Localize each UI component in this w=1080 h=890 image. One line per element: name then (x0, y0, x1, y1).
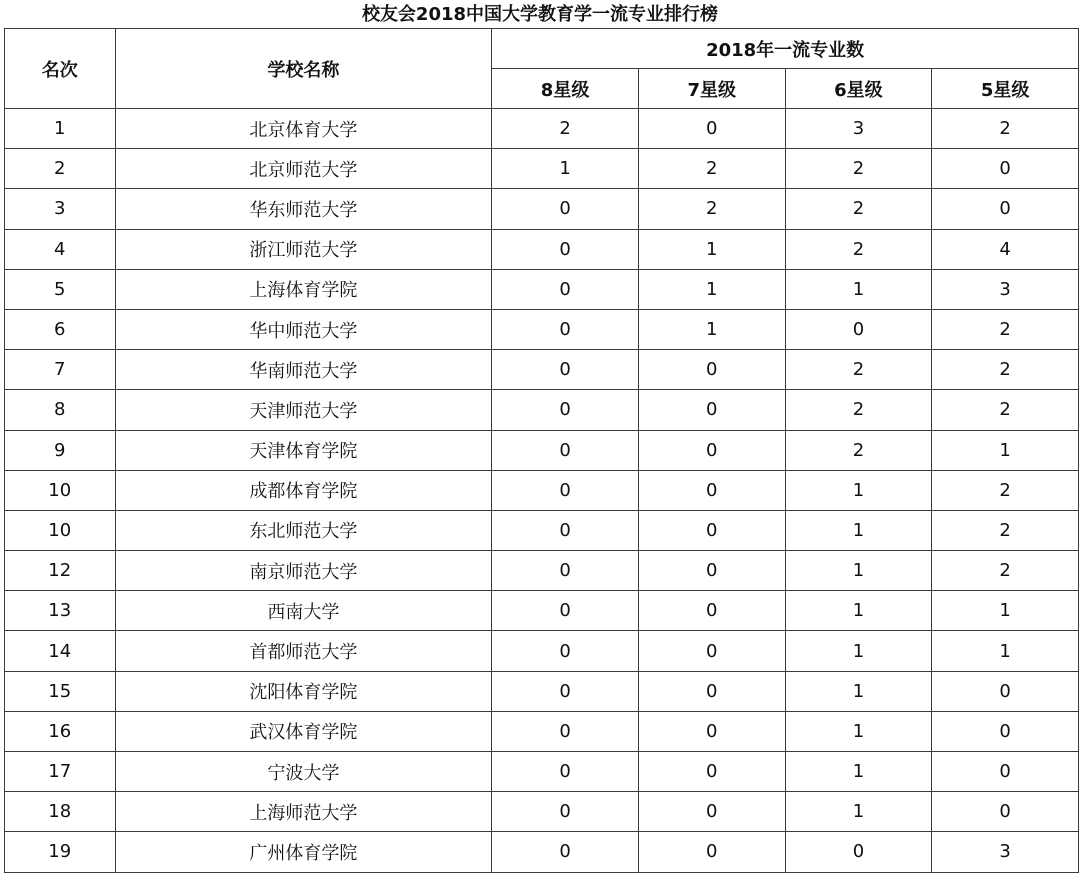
cell-8-star: 2 (492, 109, 639, 149)
cell-rank: 9 (5, 430, 116, 470)
cell-8-star: 0 (492, 551, 639, 591)
cell-rank: 10 (5, 510, 116, 550)
cell-rank: 13 (5, 591, 116, 631)
cell-school: 首都师范大学 (115, 631, 492, 671)
cell-8-star: 0 (492, 510, 639, 550)
cell-rank: 7 (5, 350, 116, 390)
table-row (5, 510, 1079, 550)
cell-5-star: 0 (932, 792, 1079, 832)
header-level-7: 7星级 (638, 69, 785, 109)
cell-school: 广州体育学院 (115, 832, 492, 872)
cell-5-star: 2 (932, 309, 1079, 349)
cell-8-star: 0 (492, 269, 639, 309)
cell-6-star: 1 (785, 792, 932, 832)
table-row (5, 832, 1079, 872)
cell-5-star: 2 (932, 350, 1079, 390)
cell-5-star: 2 (932, 390, 1079, 430)
cell-school: 沈阳体育学院 (115, 671, 492, 711)
cell-6-star: 1 (785, 269, 932, 309)
cell-school: 南京师范大学 (115, 551, 492, 591)
cell-8-star: 0 (492, 470, 639, 510)
cell-8-star: 0 (492, 430, 639, 470)
cell-5-star: 2 (932, 510, 1079, 550)
cell-6-star: 0 (785, 309, 932, 349)
table-row (5, 711, 1079, 751)
cell-8-star: 0 (492, 792, 639, 832)
cell-school: 华东师范大学 (115, 189, 492, 229)
cell-8-star: 0 (492, 631, 639, 671)
cell-8-star: 0 (492, 711, 639, 751)
header-school: 学校名称 (115, 29, 492, 109)
cell-5-star: 1 (932, 631, 1079, 671)
header-level-8: 8星级 (492, 69, 639, 109)
cell-school: 北京体育大学 (115, 109, 492, 149)
cell-7-star: 0 (638, 792, 785, 832)
cell-7-star: 0 (638, 671, 785, 711)
cell-7-star: 1 (638, 229, 785, 269)
cell-school: 天津体育学院 (115, 430, 492, 470)
cell-7-star: 0 (638, 390, 785, 430)
table-row (5, 189, 1079, 229)
cell-school: 华南师范大学 (115, 350, 492, 390)
table-row (5, 591, 1079, 631)
cell-school: 天津师范大学 (115, 390, 492, 430)
cell-5-star: 0 (932, 671, 1079, 711)
cell-7-star: 1 (638, 269, 785, 309)
cell-6-star: 2 (785, 350, 932, 390)
cell-7-star: 0 (638, 591, 785, 631)
cell-rank: 19 (5, 832, 116, 872)
cell-6-star: 1 (785, 711, 932, 751)
header-rank: 名次 (5, 29, 116, 109)
cell-8-star: 0 (492, 591, 639, 631)
cell-rank: 1 (5, 109, 116, 149)
cell-6-star: 2 (785, 149, 932, 189)
table-row (5, 309, 1079, 349)
cell-school: 东北师范大学 (115, 510, 492, 550)
cell-6-star: 1 (785, 510, 932, 550)
cell-rank: 6 (5, 309, 116, 349)
table-row (5, 149, 1079, 189)
cell-rank: 4 (5, 229, 116, 269)
cell-8-star: 0 (492, 390, 639, 430)
cell-5-star: 3 (932, 832, 1079, 872)
cell-6-star: 2 (785, 189, 932, 229)
table-row (5, 430, 1079, 470)
cell-6-star: 1 (785, 631, 932, 671)
cell-7-star: 0 (638, 109, 785, 149)
cell-6-star: 3 (785, 109, 932, 149)
cell-8-star: 0 (492, 309, 639, 349)
cell-5-star: 1 (932, 430, 1079, 470)
cell-6-star: 1 (785, 591, 932, 631)
cell-8-star: 0 (492, 752, 639, 792)
cell-school: 上海师范大学 (115, 792, 492, 832)
cell-school: 成都体育学院 (115, 470, 492, 510)
cell-rank: 10 (5, 470, 116, 510)
cell-8-star: 0 (492, 671, 639, 711)
cell-5-star: 2 (932, 551, 1079, 591)
cell-rank: 17 (5, 752, 116, 792)
page-title: 校友会2018中国大学教育学一流专业排行榜 (361, 4, 719, 25)
cell-5-star: 2 (932, 109, 1079, 149)
cell-rank: 3 (5, 189, 116, 229)
cell-rank: 14 (5, 631, 116, 671)
table-row (5, 752, 1079, 792)
cell-7-star: 2 (638, 149, 785, 189)
cell-7-star: 0 (638, 711, 785, 751)
cell-school: 华中师范大学 (115, 309, 492, 349)
table-header (5, 29, 1079, 109)
cell-5-star: 3 (932, 269, 1079, 309)
cell-6-star: 1 (785, 470, 932, 510)
table-row (5, 470, 1079, 510)
header-group: 2018年一流专业数 (492, 29, 1079, 69)
cell-8-star: 0 (492, 350, 639, 390)
cell-rank: 8 (5, 390, 116, 430)
cell-7-star: 0 (638, 832, 785, 872)
table-row (5, 269, 1079, 309)
cell-7-star: 0 (638, 752, 785, 792)
cell-5-star: 1 (932, 591, 1079, 631)
cell-school: 西南大学 (115, 591, 492, 631)
cell-rank: 2 (5, 149, 116, 189)
cell-6-star: 2 (785, 430, 932, 470)
cell-7-star: 0 (638, 631, 785, 671)
table-row (5, 671, 1079, 711)
table-row (5, 390, 1079, 430)
cell-6-star: 2 (785, 229, 932, 269)
header-level-6: 6星级 (785, 69, 932, 109)
cell-7-star: 1 (638, 309, 785, 349)
cell-6-star: 1 (785, 671, 932, 711)
cell-7-star: 0 (638, 470, 785, 510)
cell-8-star: 1 (492, 149, 639, 189)
cell-6-star: 1 (785, 551, 932, 591)
cell-5-star: 2 (932, 470, 1079, 510)
cell-rank: 5 (5, 269, 116, 309)
cell-7-star: 0 (638, 510, 785, 550)
cell-7-star: 0 (638, 430, 785, 470)
cell-school: 宁波大学 (115, 752, 492, 792)
table-row (5, 631, 1079, 671)
cell-school: 北京师范大学 (115, 149, 492, 189)
cell-school: 上海体育学院 (115, 269, 492, 309)
cell-rank: 12 (5, 551, 116, 591)
cell-8-star: 0 (492, 832, 639, 872)
cell-6-star: 0 (785, 832, 932, 872)
cell-5-star: 4 (932, 229, 1079, 269)
table-row (5, 229, 1079, 269)
ranking-table (4, 28, 1079, 873)
table-row (5, 350, 1079, 390)
cell-5-star: 0 (932, 149, 1079, 189)
cell-school: 浙江师范大学 (115, 229, 492, 269)
cell-school: 武汉体育学院 (115, 711, 492, 751)
cell-7-star: 2 (638, 189, 785, 229)
cell-5-star: 0 (932, 711, 1079, 751)
cell-5-star: 0 (932, 752, 1079, 792)
cell-6-star: 1 (785, 752, 932, 792)
cell-8-star: 0 (492, 229, 639, 269)
cell-7-star: 0 (638, 350, 785, 390)
cell-rank: 15 (5, 671, 116, 711)
cell-5-star: 0 (932, 189, 1079, 229)
cell-6-star: 2 (785, 390, 932, 430)
table-row (5, 109, 1079, 149)
header-level-5: 5星级 (932, 69, 1079, 109)
cell-7-star: 0 (638, 551, 785, 591)
cell-rank: 16 (5, 711, 116, 751)
cell-rank: 18 (5, 792, 116, 832)
table-row (5, 551, 1079, 591)
table-row (5, 792, 1079, 832)
cell-8-star: 0 (492, 189, 639, 229)
table-body (5, 109, 1079, 873)
